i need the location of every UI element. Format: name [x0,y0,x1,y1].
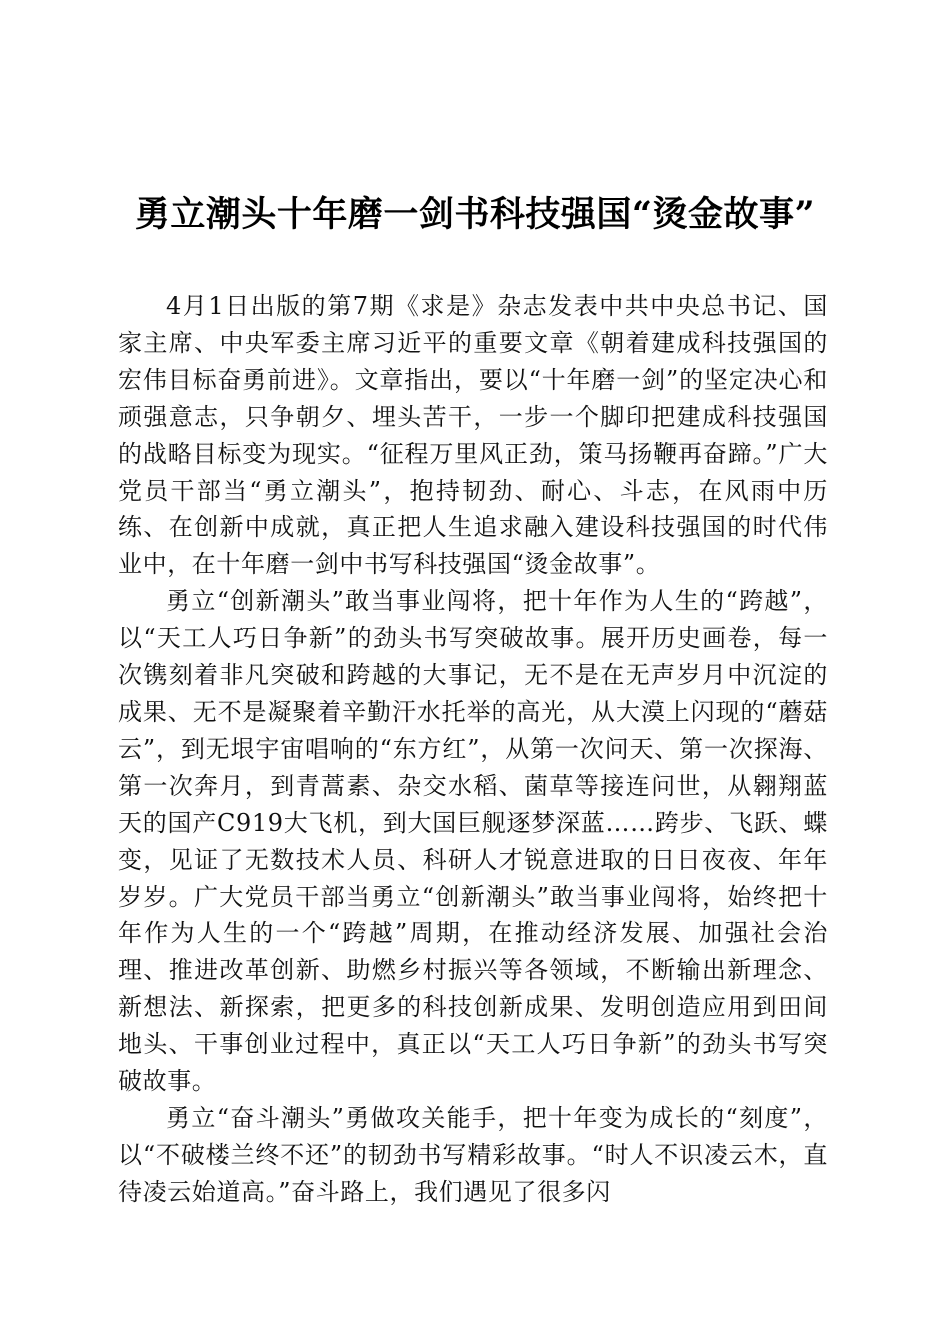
article-title: 勇立潮头十年磨一剑书科技强国“烫金故事” [134,194,816,235]
article-body [118,288,828,1211]
paragraph-struggle: 勇立“奋斗潮头”勇做攻关能手，把十年变为成长的“刻度”，以“不破楼兰终不还”的韧劲书写精彩故事。“时人不识凌云木，直待凌云始道高。”奋斗路上，我们遇见了很多闪 [118,1103,828,1206]
paragraph-innovation: 勇立“创新潮头”敢当事业闯将，把十年作为人生的“跨越”，以“天工人巧日争新”的劲头书写突破故事。展开历史画卷，每一次镌刻着非凡突破和跨越的大事记，无不是在无声岁月中沉淀的成果、无不是凝聚着辛勤汗水托举的高光，从大漠上闪现的“蘑菇云”，到无垠宇宙唱响的“东方红”，从第一次问天、第一次探海、第一次奔月，到青蒿素、杂交水稻、菌草等接连问世，从翱翔蓝天的国产C919大飞机，到大国巨舰逐梦深蓝……跨步、飞跃、蝶变，见证了无数技术人员、科研人才锐意进取的日日夜夜、年年岁岁。广大党员干部当勇立“创新潮头”敢当事业闯将，始终把十年作为人生的一个“跨越”周期，在推动经济发展、加强社会治理、推进改革创新、助燃乡村振兴等各领域，不断输出新理念、新想法、新探索，把更多的科技创新成果、发明创造应用到田间地头、干事创业过程中，真正以“天工人巧日争新”的劲头书写突破故事。 [118,587,828,1096]
paragraph-intro: 4月1日出版的第7期《求是》杂志发表中共中央总书记、国家主席、中央军委主席习近平的重要文章《朝着建成科技强国的宏伟目标奋勇前进》。文章指出，要以“十年磨一剑”的坚定决心和顽强意志，只争朝夕、埋头苦干，一步一个脚印把建成科技强国的战略目标变为现实。“征程万里风正劲，策马扬鞭再奋蹄。”广大党员干部当“勇立潮头”，抱持韧劲、耐心、斗志，在风雨中历练、在创新中成就，真正把人生追求融入建设科技强国的时代伟业中，在十年磨一剑中书写科技强国“烫金故事”。 [118,292,828,579]
